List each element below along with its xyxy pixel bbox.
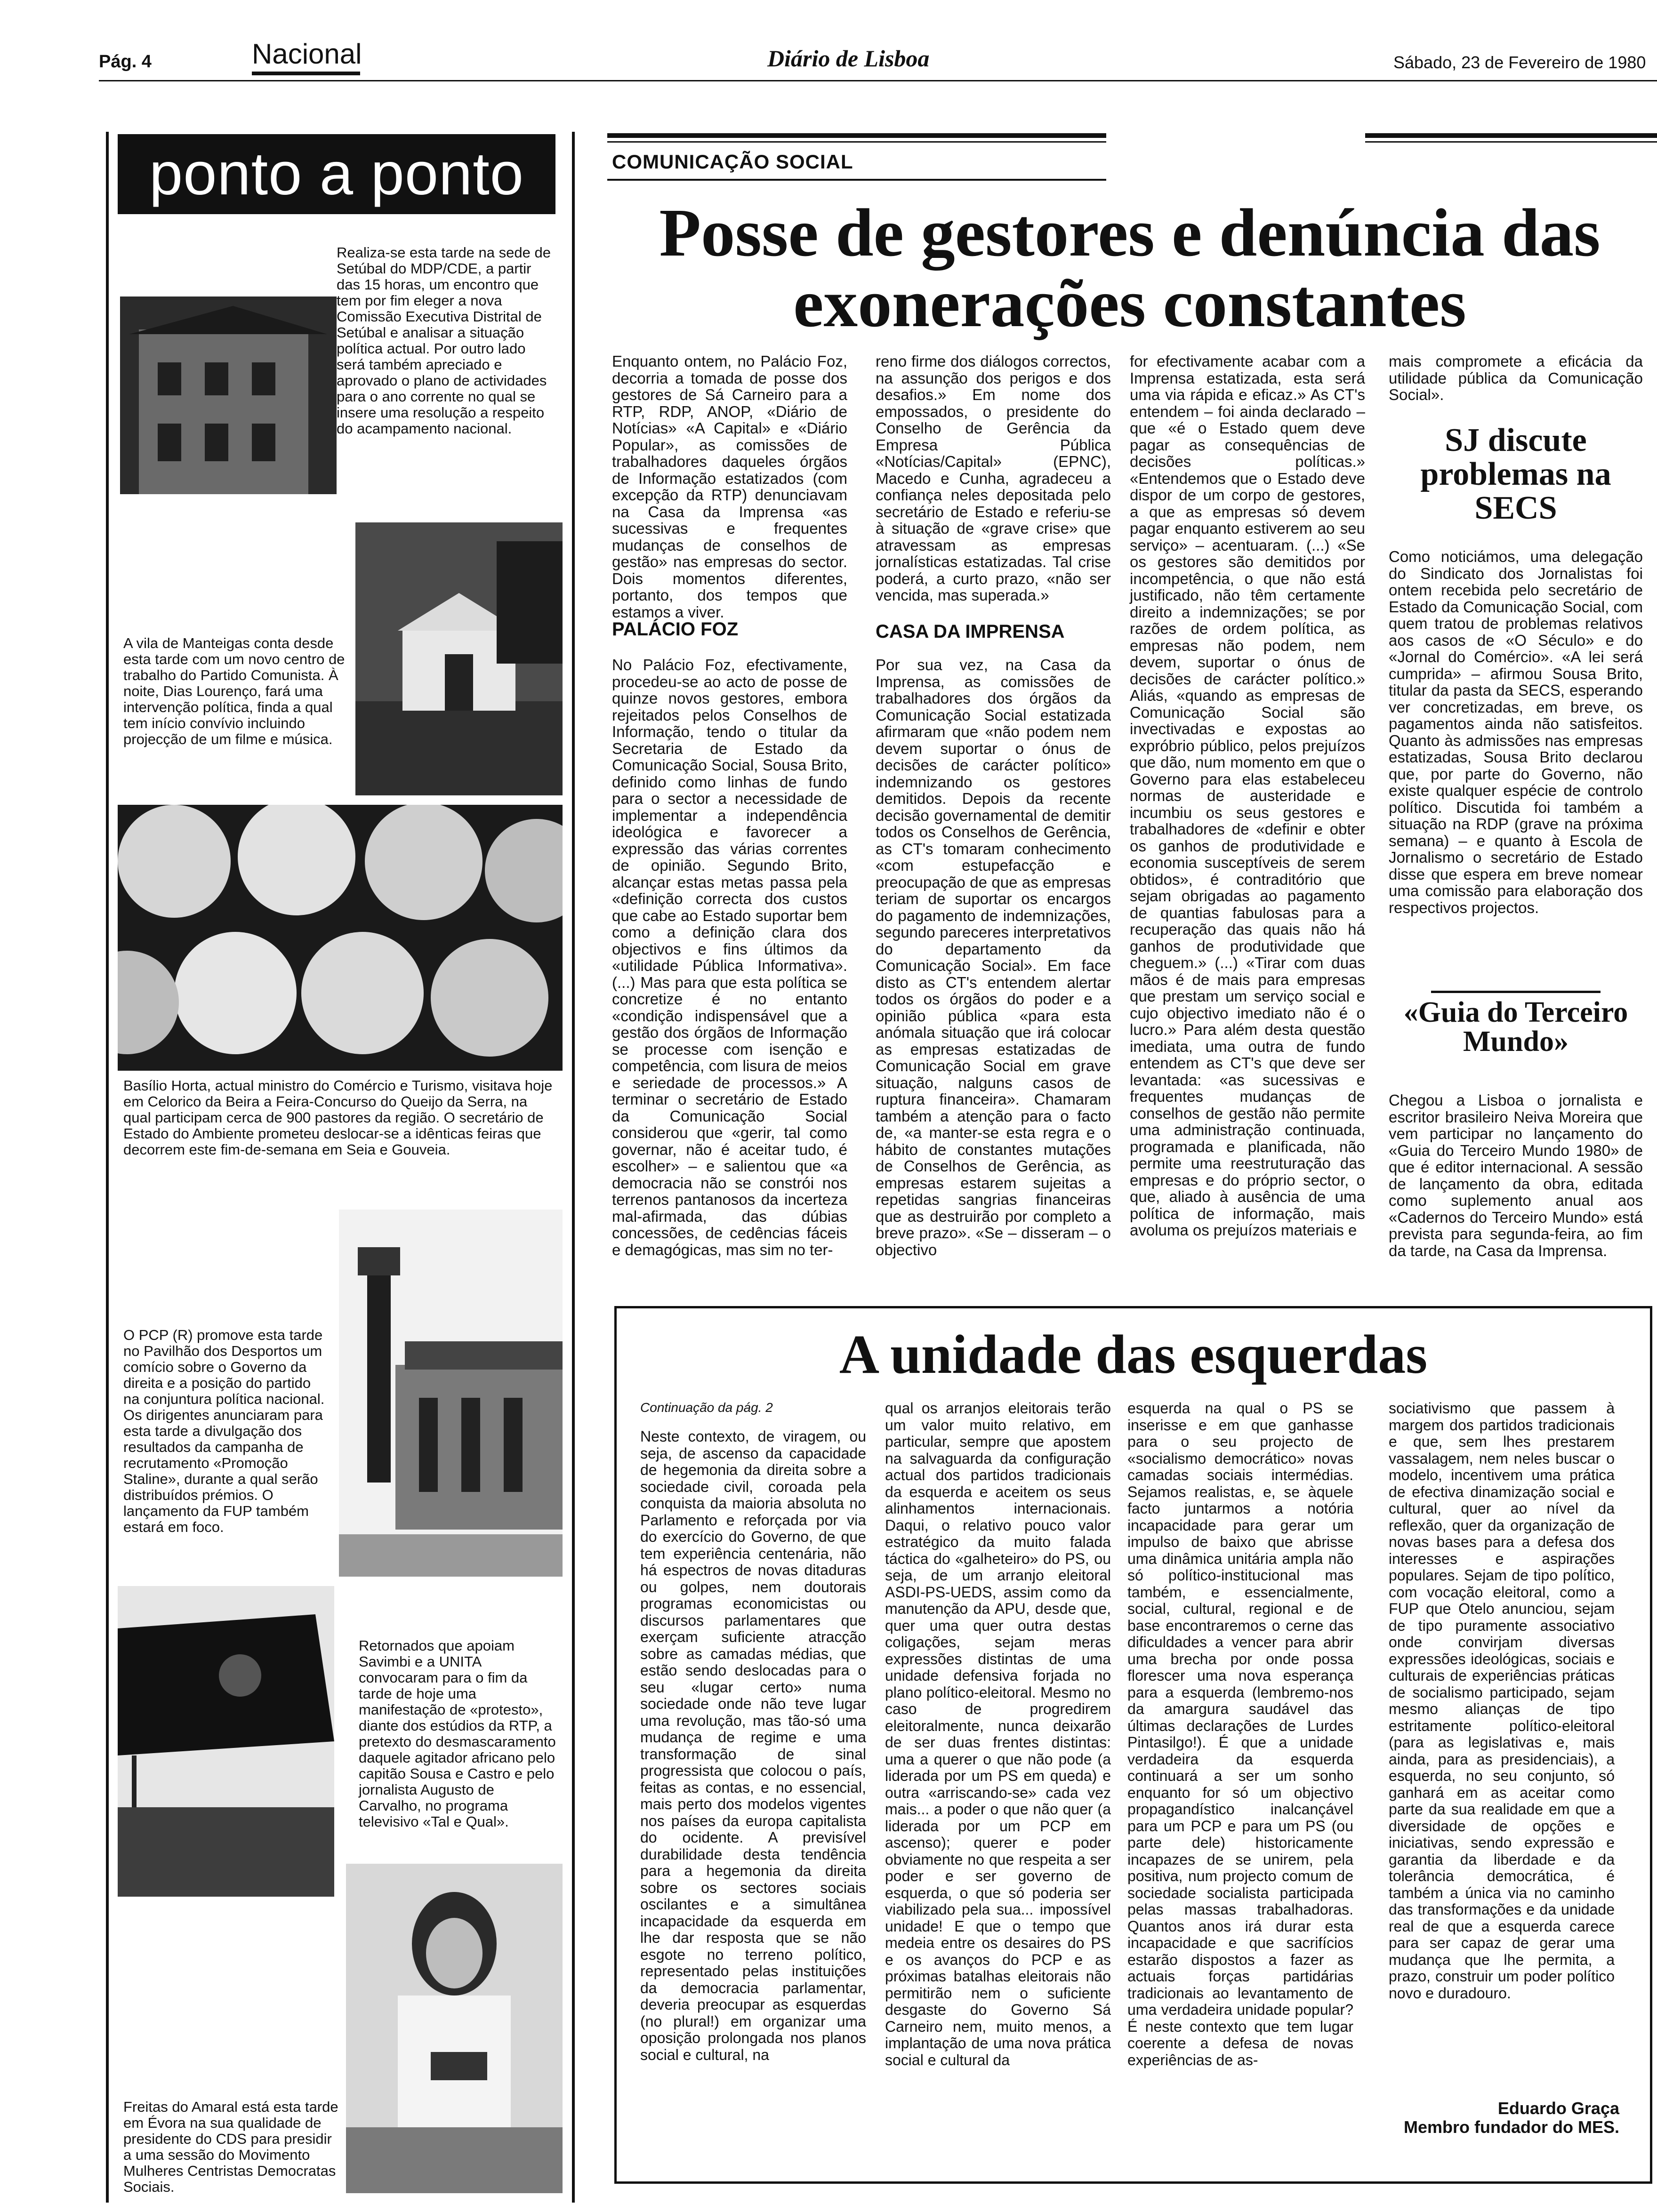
main-col1-intro: Enquanto ontem, no Palácio Foz, decorria a tomada de posse dos gestores de Sá Carneiro para a RTP, RDP, ANOP, «Diário de Notícias» «A Capital» e «Diário Popular», as comissões de trabalhadores daqueles órgãos de Informação estatizados (com excepção da RTP) denunciavam na Casa da Imprensa «as sucessivas e frequentes mudanças de conselhos de gestão» nas empresas do sector. Dois momentos diferentes, portanto, dos tempos que estamos a viver. bbox=[612, 353, 847, 621]
guia-headline: «Guia do Terceiro Mundo» bbox=[1403, 996, 1628, 1058]
section-underline bbox=[252, 72, 360, 75]
subhead-casa-da-imprensa: CASA DA IMPRENSA bbox=[876, 621, 1065, 642]
boxed-col2: qual os arranjos eleitorais terão um valor muito relativo, em particular, sempre que apostem na salvaguarda da configuração actual dos partidos tradicionais da esquerda e aceitem os seus alinhamentos internacionais. Daqui, o relativo pouco valor estratégico da muito falada táctica do «galheteiro» do PS, ou seja, de um arranjo eleitoral ASDI-PS-UEDS, assim como da manutenção da APU, desde que, quer uma quer outra destas coligações, sejam meras expressões distintas de uma unidade defensiva forjada no plano político-eleitoral. Mesmo no caso de progredirem eleitoralmente, nunca deixarão de ser duas frentes distintas: uma a querer o que não pode (a liderada por um PS em queda) e outra «arriscando-se» cada vez mais... a poder o que não quer (a liderada por um PCP em ascenso); querer e poder obviamente no que respeita a ser poder e ser governo de esquerda, o que só poderia ser viabilizado pela sua... impossível unidade! E que o tempo que medeia entre os desaires do PS e os avanços do PCP e as próximas batalhas eleitorais não permitirão nem o suficiente desgaste do Governo Sá Carneiro nem, muito menos, a implantação de uma nova prática social e cultural da bbox=[885, 1400, 1111, 2068]
guia-body: Chegou a Lisboa o jornalista e escritor brasileiro Neiva Moreira que vem participar no lançamento do «Guia do Terceiro Mundo 1980» de que é editor internacional. A sessão de lançamento da obra, editada como suplemento anual aos «Cadernos do Terceiro Mundo» está prevista para segunda-feira, ao fim da tarde, na Casa da Imprensa. bbox=[1389, 1091, 1643, 1259]
woman-speaker-photo bbox=[346, 1864, 563, 2193]
sj-body: Como noticiámos, uma delegação do Sindicato dos Jornalistas foi ontem recebida pelo secretário de Estado da Comunicação Social, com quem tratou de problemas relativos aos casos de «O Século» e do «Jornal do Comércio». «A lei será cumprida» – afirmou Sousa Brito, titular da pasta da SECS, esperando ver concretizadas, em breve, os pagamentos ainda não satisfeitos. Quanto às admissões nas empresas estatizadas, Sousa Brito declarou que, por parte do Governo, não existe qualquer espécie de controlo político. Discutida foi também a situação na RDP (grave na próxima semana) – e quanto à Escola de Jornalismo o secretário de Estado disse que espera em breve nomear uma comissão para elaboração dos respectivos projectos. bbox=[1389, 548, 1643, 916]
flag-rally-photo bbox=[118, 1586, 334, 1897]
boxed-col1: Neste contexto, de viragem, ou seja, de ascenso da capacidade de hegemonia da direita sobre a sociedade civil, coroada pela conquista da maioria absoluta no Parlamento e reforçada por via do exercício do Governo, de que tem experiência centenária, não há espectros de novas ditaduras ou golpes, nem doutorais programas economicistas ou discursos parlamentares que exerçam suficiente atracção sobre as camadas médias, que estão sendo deslocadas para o seu «lugar certo» numa sociedade onde não teve lugar uma revolução, mas tão-só uma mudança de regime e uma transformação de sinal progressista que colocou o país, feitas as contas, e no essencial, mais perto dos modelos vigentes nos países da europa capitalista do ocidente. A previsível durabilidade desta tendência para a hegemonia da direita sobre os sectores sociais oscilantes e a simultânea incapacidade da esquerda em lhe dar resposta que se não esgote no terreno político, representado pelas instituições da democracia parlamentar, deveria preocupar as esquerdas (no plural!) em organizar uma oposição prolongada nos planos social e cultural, na bbox=[640, 1428, 866, 2063]
author-name: Eduardo Graça bbox=[1497, 2099, 1619, 2118]
page-number: Pág. 4 bbox=[99, 52, 152, 72]
right-rule-thick bbox=[1365, 133, 1657, 138]
continuation-note: Continuação da pág. 2 bbox=[640, 1400, 773, 1415]
boxed-col4: sociativismo que passem à margem dos partidos tradicionais e que, sem lhes prestarem vassalagem, nem neles buscar o modelo, incentivem uma prática de efectiva dinamização social e cultural, quer ao nível da reflexão, quer da organização de novas bases para a defesa dos interesses e aspirações populares. Sejam de tipo político, com vocação eleitoral, como a FUP que Otelo anunciou, sejam de tipo puramente associativo onde convirjam diversas expressões ideológicas, sociais e culturais de experiências práticas de socialismo participado, sejam mesmo alianças de tipo estritamente político-eleitoral (para as legislativas e, mais ainda, para as presidenciais), a esquerda, no seu conjunto, só ganhará em as aceitar como parte da sua realidade em que a diversidade de opções e iniciativas, sendo expressão e garantia da liberdade e da tolerância democrática, é também a única via no caminho das transformações e da unidade real de que a esquerda carece para ser capaz de gerar uma mudança que lhe permita, a prazo, construir um poder político novo e duradouro. bbox=[1389, 1400, 1615, 2002]
author-role: Membro fundador do MES. bbox=[1404, 2117, 1619, 2137]
guia-rule bbox=[1431, 991, 1601, 993]
main-col2-intro: reno firme dos diálogos correctos, na assunção dos perigos e dos desafios.» Em nome dos empossados, o presidente do Conselho de Gerência da Empresa Pública «Notícias/Capital» (EPNC), Macedo e Cunha, agradeceu a confiança neles depositada pelo secretário de Estado e referiu-se à situação de «grave crise» que atravessam as empresas jornalísticas estatizadas. Tal crise poderá, a curto prazo, «não ser vencida, mas superada.» bbox=[876, 353, 1111, 604]
ponto-item-freitas: Freitas do Amaral está esta tarde em Évora na sua qualidade de presidente do CDS para presidir a uma sessão do Movimento Mulheres Centristas Democratas Sociais. bbox=[123, 2099, 338, 2195]
subhead-palacio-foz: PALÁCIO FOZ bbox=[612, 619, 739, 640]
main-col4-body: mais compromete a eficácia da utilidade pública da Comunicação Social». bbox=[1389, 353, 1643, 403]
column-rule-right bbox=[572, 132, 575, 2203]
ponto-item-basilio-horta: Basílio Horta, actual ministro do Comércio e Turismo, visitava hoje em Celorico da Beira a Feira-Concurso do Queijo da Serra, na qual participam cerca de 900 pastores da região. O secretário de Estado do Ambiente prometeu deslocar-se a idênticas feiras que decorrem este fim-de-semana em Seia e Gouveia. bbox=[123, 1077, 553, 1158]
main-col1-body: No Palácio Foz, efectivamente, procedeu-se ao acto de posse de quinze novos gestores, embora rejeitados pelos Conselhos de Informação, tendo o titular da Secretaria de Estado da Comunicação Social, Sousa Brito, definido como linhas de fundo para o sector a necessidade de implementar a independência ideológica e favorecer a expressão das várias correntes de opinião. Segundo Brito, alcançar estas metas passa pela «definição correcta dos custos que cabe ao Estado suportar bem como a definição clara dos objectivos e fins últimos da «utilidade Pública Informativa». (...) Mas para que esta política se concretize é no entanto «condição indispensável que a gestão dos órgãos de Informação se processe com isenção e competência, com lisura de meios e seriedade de processos.» A terminar o secretário de Estado da Comunicação Social considerou que «gerir, tal como governar, não é aceitar tudo, é escolher» – e salientou que «a democracia não se constrói nos terrenos pantanosos da incerteza mal-afirmada, das dúbias concessões, de cedências fáceis e demagógicas, mas sim no ter- bbox=[612, 656, 847, 1258]
kicker-rule-bottom bbox=[607, 179, 1106, 181]
cheese-wheels-photo bbox=[118, 805, 563, 1071]
palace-photo bbox=[339, 1210, 563, 1577]
main-col3-body: for efectivamente acabar com a Imprensa estatizada, esta será uma via rápida e eficaz.» As CT's entendem – foi ainda declarado – que «é o Estado quem deve pagar as consequências de decisões políticas.» «Entendemos que o Estado deve dispor de um corpo de gestores, a que as empresas só devem pagar enquanto estiverem ao seu serviço» – acentuaram. (...) «Se os gestores são demitidos por incompetência, o que não está justificado, não têm certamente direito a indemnizações; se por razões de ordem política, as empresas não podem, nem devem, suportar o ónus de decisões de carácter político.» Aliás, «quando as empresas de Comunicação Social são invectivadas e expostas ao expróbrio público, pelos prejuízos que dão, num momento em que o Governo para elas estabeleceu normas de austeridade e incumbiu os seus gestores e trabalhadores de «definir e obter os ganhos de produtividade e economia susceptíveis de serem obtidos», é contraditório que sejam obrigadas ao pagamento de quantias fabulosas para a recuperação das quais não há ganhos de produtividade que cheguem.» (...) «Tirar com duas mãos é de mais para empresas que prestam um serviço social e cujo objectivo imediato não é o lucro.» Para além desta questão imediata, uma outra de fundo entendem as CT's que deve ser levantada: «as sucessivas e frequentes mudanças de conselhos de gestão não permite uma administração continuada, programada e planificada, não permite uma reestruturação das empresas e do próprio sector, o que, aliado à ausência de uma política de informação, mais avoluma os prejuízos materiais e bbox=[1130, 353, 1365, 1239]
section-kicker: COMUNICAÇÃO SOCIAL bbox=[612, 151, 853, 173]
main-headline: Posse de gestores e denúncia das exonerações constantes bbox=[659, 195, 1601, 341]
header-rule bbox=[99, 80, 1657, 81]
main-col2-body: Por sua vez, na Casa da Imprensa, as comissões de trabalhadores dos órgãos da Comunicação Social estatizada afirmaram que «não podem nem devem suportar o ónus de decisões de carácter político» indemnizando os gestores demitidos. Depois da recente decisão governamental de demitir todos os Conselhos de Gerência, as CT's tomaram conhecimento «com estupefacção e preocupação de que as empresas teriam de suportar os encargos do pagamento de indemnizações, segundo pareceres interpretativos do departamento da Comunicação Social». Em face disto as CT's entendem alertar todos os órgãos do poder e a opinião pública «para esta anómala situação que irá colocar as empresas estatizadas de Comunicação Social em grave situação, nalguns casos de ruptura financeira». Chamaram também a atenção para o facto de, «a manter-se esta regra e o hábito de constantes mutações de Conselhos de Gerência, as empresas estarem sujeitas a repetidas sangrias financeiras que as destruirão por completo a breve prazo». «Se – disseram – o objectivo bbox=[876, 656, 1111, 1258]
kicker-rule-thick bbox=[607, 133, 1106, 138]
boxed-headline: A unidade das esquerdas bbox=[839, 1323, 1428, 1385]
ponto-item-pcpr: O PCP (R) promove esta tarde no Pavilhão dos Desportos um comício sobre o Governo da direita e a posição do partido na conjuntura política nacional. Os dirigentes anunciaram para esta tarde a divulgação dos resultados da campanha de recrutamento «Promoção Staline», durante a qual serão distribuídos prémios. O lançamento da FUP também estará em foco. bbox=[123, 1327, 325, 1535]
right-rule-thin bbox=[1365, 141, 1657, 143]
issue-date: Sábado, 23 de Fevereiro de 1980 bbox=[1393, 53, 1646, 72]
ponto-a-ponto-banner: ponto a ponto bbox=[118, 134, 555, 214]
ponto-item-retornados: Retornados que apoiam Savimbi e a UNITA convocaram para o fim da tarde de hoje uma manifestação de «protesto», diante dos estúdios da RTP, a pretexto do desmascaramento daquele agitador africano pelo capitão Sousa e Castro e pelo jornalista Augusto de Carvalho, no programa televisivo «Tal e Qual». bbox=[359, 1637, 556, 1830]
sj-headline: SJ discute problemas na SECS bbox=[1420, 422, 1611, 526]
section-title: Nacional bbox=[252, 38, 362, 70]
boxed-col3: esquerda na qual o PS se inserisse e em que ganhasse para o seu projecto de «socialismo democrático» novas camadas sociais intermédias. Sejamos realistas, e, se àquele facto juntarmos a notória incapacidade para gerar um impulso de baixo que abrisse uma dinâmica unitária ampla não só político-institucional mas também, e essencialmente, social, cultural, regional e de base encontraremos o cerne das dificuldades a vencer para abrir uma brecha por onde possa florescer uma nova esperança para a esquerda (lembremo-nos da amargura saudável das últimas declarações de Lurdes Pintasilgo!). É que a unidade verdadeira da esquerda continuará a ser um sonho enquanto for só um objectivo propagandístico inalcançável para um PCP e para um PS (ou parte dele) historicamente incapazes de se unirem, pela positiva, num projecto comum de sociedade socialista participada pelas massas trabalhadoras. Quantos anos irá durar esta incapacidade e que sacrifícios estarão dispostos a fazer as actuais forças partidárias tradicionais ao levantamento de uma verdadeira unidade popular? É neste contexto que tem lugar coerente a defesa de novas experiências de as- bbox=[1127, 1400, 1353, 2068]
kicker-rule-thin bbox=[607, 141, 1106, 143]
building-photo bbox=[120, 297, 337, 494]
newspaper-title: Diário de Lisboa bbox=[767, 45, 930, 72]
ponto-item-manteigas: A vila de Manteigas conta desde esta tarde com um novo centro de trabalho do Partido Comunista. À noite, Dias Lourenço, fará uma intervenção política, finda a qual tem início convívio incluindo projecção de um filme e música. bbox=[123, 635, 345, 747]
column-rule-left bbox=[106, 132, 109, 2203]
author-signature bbox=[1403, 2099, 1619, 2137]
chapel-photo bbox=[355, 522, 563, 795]
ponto-item-setubal: Realiza-se esta tarde na sede de Setúbal do MDP/CDE, a partir das 15 horas, um encontro que tem por fim eleger a nova Comissão Executiva Distrital de Setúbal e analisar a situação política actual. Por outro lado será também apreciado e aprovado o plano de actividades para o ano corrente no qual se insere uma resolução a respeito do acampamento nacional. bbox=[337, 244, 551, 437]
